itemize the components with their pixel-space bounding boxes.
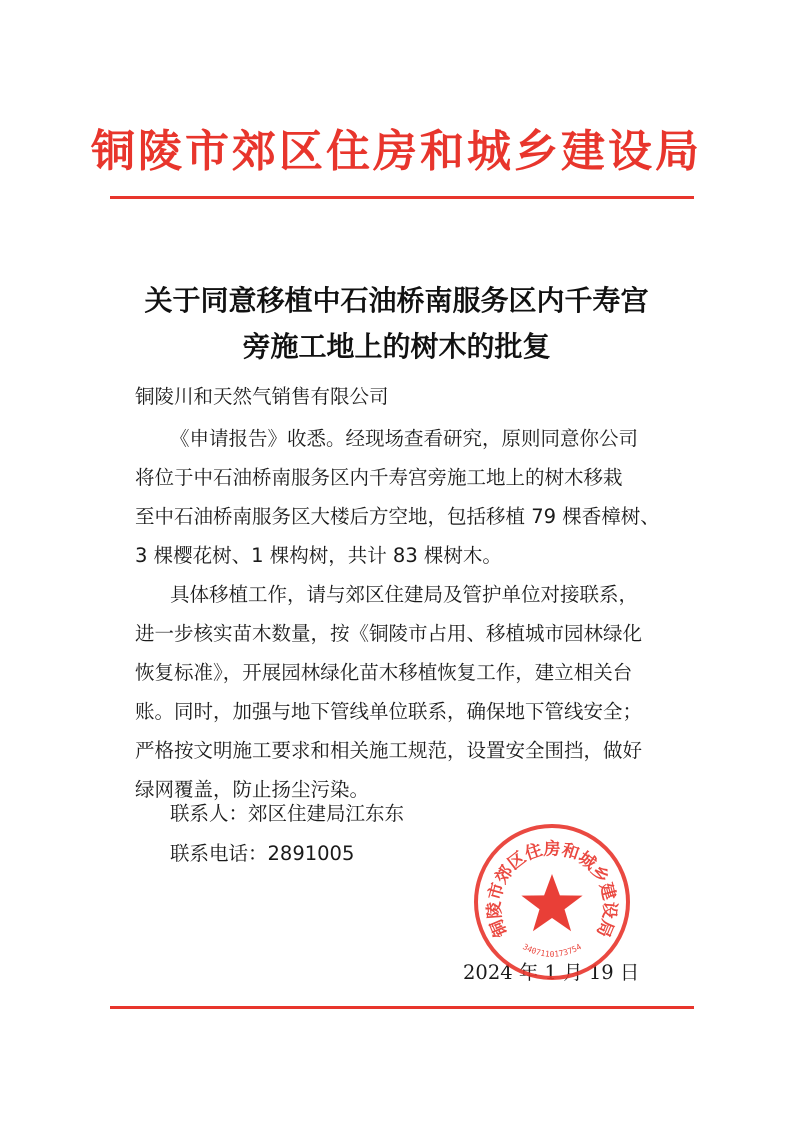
issue-date: 2024 年 1 月 19 日 [463, 961, 640, 984]
footer-red-rule [110, 1006, 694, 1009]
document-title [0, 278, 793, 370]
header-red-rule [110, 196, 694, 199]
paragraph-1-line: 至中石油桥南服务区大楼后方空地，包括移植 79 棵香樟树、 [135, 505, 660, 528]
paragraph-2-line: 严格按文明施工要求和相关施工规范，设置安全围挡，做好 [135, 739, 643, 762]
seal-star-icon [521, 874, 582, 931]
seal-code: 3407110173754 [521, 942, 583, 959]
contact-phone: 联系电话：2891005 [170, 842, 355, 865]
recipient: 铜陵川和天然气销售有限公司 [135, 385, 389, 408]
title-line-2: 旁施工地上的树木的批复 [242, 330, 551, 363]
paragraph-1-line: 3 棵樱花树、1 棵构树，共计 83 棵树木。 [135, 544, 502, 567]
organization-header: 铜陵市郊区住房和城乡建设局 [91, 126, 702, 177]
official-seal [472, 822, 632, 982]
paragraph-2-line: 具体移植工作，请与郊区住建局及管护单位对接联系， [170, 583, 639, 606]
paragraph-2-line: 恢复标准》，开展园林绿化苗木移植恢复工作，建立相关台 [135, 661, 633, 684]
paragraph-2-line: 进一步核实苗木数量，按《铜陵市占用、移植城市园林绿化 [135, 622, 643, 645]
seal-text: 铜陵市郊区住房和城乡建设局 [484, 839, 620, 940]
paragraph-1-line: 《申请报告》收悉。经现场查看研究，原则同意你公司 [170, 427, 639, 450]
paragraph-2-line: 绿网覆盖，防止扬尘污染。 [135, 778, 370, 801]
paragraph-1-line: 将位于中石油桥南服务区内千寿宫旁施工地上的树木移栽 [135, 466, 623, 489]
contact-person: 联系人：郊区住建局江东东 [170, 802, 405, 825]
title-line-1: 关于同意移植中石油桥南服务区内千寿宫 [144, 284, 649, 317]
paragraph-2-line: 账。同时，加强与地下管线单位联系，确保地下管线安全； [135, 700, 643, 723]
